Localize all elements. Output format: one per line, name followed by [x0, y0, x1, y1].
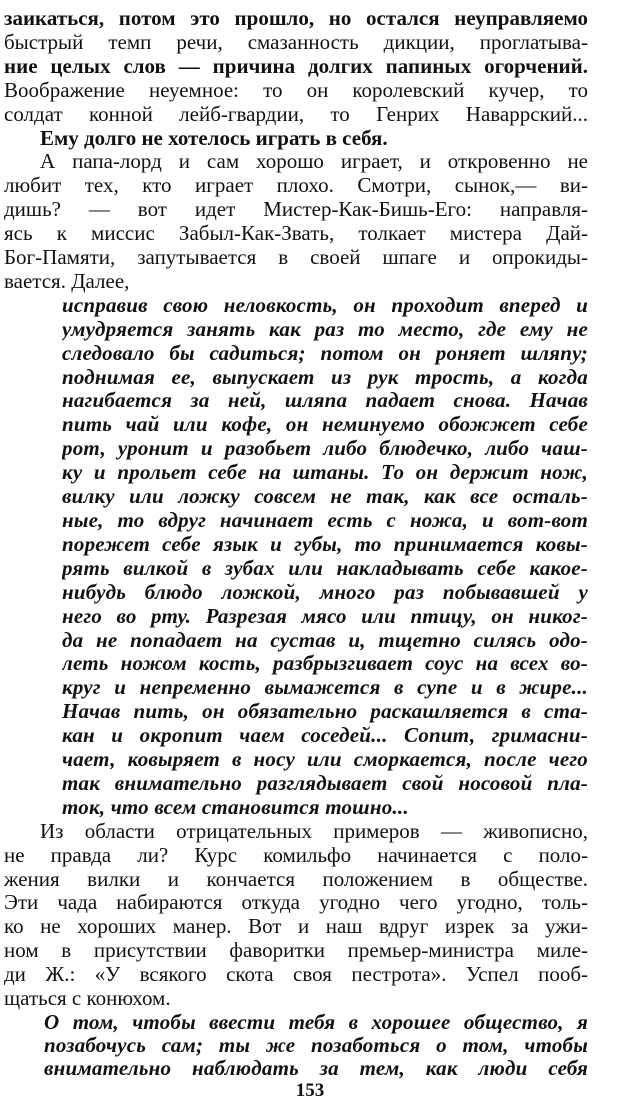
- quote-line: внимательно наблюдать за тем, как люди себя: [44, 1056, 588, 1080]
- text-line: ние целых слов — причина долгих папиных огорчений.: [4, 54, 588, 78]
- text-line: ясь к миссис Забыл-Как-Звать, толкает мистера Дай-: [4, 221, 588, 245]
- quote-line: нагибается за ней, шляпа падает снова. Начав: [62, 388, 588, 412]
- text-line: щаться с конюхом.: [4, 986, 171, 1010]
- text-line: Ему долго не хотелось играть в себя.: [40, 126, 388, 150]
- quote-line: порежет себе язык и губы, то принимается ковы-: [62, 532, 588, 556]
- quote-line: О том, чтобы ввести тебя в хорошее общество, я: [44, 1010, 588, 1034]
- quote-line: леть ножом кость, разбрызгивает соус на всех во-: [62, 651, 588, 675]
- quote-line: следовало бы садиться; потом он роняет шляпу;: [62, 341, 588, 365]
- quote-line: ку и прольет себе на штаны. То он держит нож,: [62, 460, 588, 484]
- quote-line: рять вилкой в зубах или накладывать себе какое-: [62, 556, 588, 580]
- text-line: ном в присутствии фаворитки премьер-министра миле-: [4, 938, 588, 962]
- text-line: ко не хороших манер. Вот и наш вдруг изрек за ужи-: [4, 914, 588, 938]
- text-line: Воображение неуемное: то он королевский кучер, то: [4, 78, 588, 102]
- page-number: 153: [295, 1080, 325, 1101]
- quote-line: кан и окропит чаем соседей... Сопит, гримасни-: [62, 723, 588, 747]
- quote-line: Начав пить, он обязательно раскашляется в ста-: [62, 699, 588, 723]
- quote-line: чает, ковыряет в носу или сморкается, после чего: [62, 747, 588, 771]
- text-line: вается. Далее,: [4, 269, 130, 293]
- text-line: любит тех, кто играет плохо. Смотри, сынок,— ви-: [4, 173, 588, 197]
- text-line: не правда ли? Курс комильфо начинается с поло-: [4, 843, 588, 867]
- text-line: Бог-Памяти, запутывается в своей шпаге и опрокиды-: [4, 245, 588, 269]
- text-line: дишь? — вот идет Мистер-Как-Бишь-Его: направля-: [4, 197, 588, 221]
- quote-line: него во рту. Разрезая мясо или птицу, он никог-: [62, 604, 588, 628]
- text-line: А папа-лорд и сам хорошо играет, и откровенно не: [40, 149, 588, 173]
- quote-line: вилку или ложку совсем не так, как все осталь-: [62, 484, 588, 508]
- quote-line: рот, уронит и разобьет либо блюдечко, либо чаш-: [62, 436, 588, 460]
- quote-line: пить чай или кофе, он неминуемо обожжет себе: [62, 412, 588, 436]
- text-line: жения вилки и кончается положением в обществе.: [4, 867, 588, 891]
- quote-line: позабочусь сам; ты же позаботься о том, чтобы: [44, 1033, 588, 1057]
- quote-line: поднимая ее, выпускает из рук трость, а когда: [62, 365, 588, 389]
- quote-line: ные, то вдруг начинает есть с ножа, и вот-вот: [62, 508, 588, 532]
- text-line: ди Ж.: «У всякого скота своя пестрота». Успел пооб-: [4, 962, 588, 986]
- quote-line: нибудь блюдо ложкой, много раз побывавшей у: [62, 580, 588, 604]
- text-line: солдат конной лейб-гвардии, то Генрих Наваррский...: [4, 102, 588, 126]
- quote-line: круг и непременно вымажется в супе и в жире...: [62, 675, 588, 699]
- text-line: Эти чада набираются откуда угодно чего угодно, толь-: [4, 890, 588, 914]
- quote-line: умудряется занять как раз то место, где ему не: [62, 317, 588, 341]
- text-line: заикаться, потом это прошло, но остался неуправляемо: [4, 6, 588, 30]
- quote-line: да не попадает на сустав и, тщетно силясь одо-: [62, 628, 588, 652]
- quote-line: так внимательно разглядывает свой носовой пла-: [62, 771, 588, 795]
- text-line: быстрый темп речи, смазанность дикции, проглатыва-: [4, 30, 588, 54]
- quote-line: исправив свою неловкость, он проходит вперед и: [62, 293, 588, 317]
- quote-line: ток, что всем становится тошно...: [62, 795, 409, 819]
- text-line: Из области отрицательных примеров — живописно,: [40, 819, 588, 843]
